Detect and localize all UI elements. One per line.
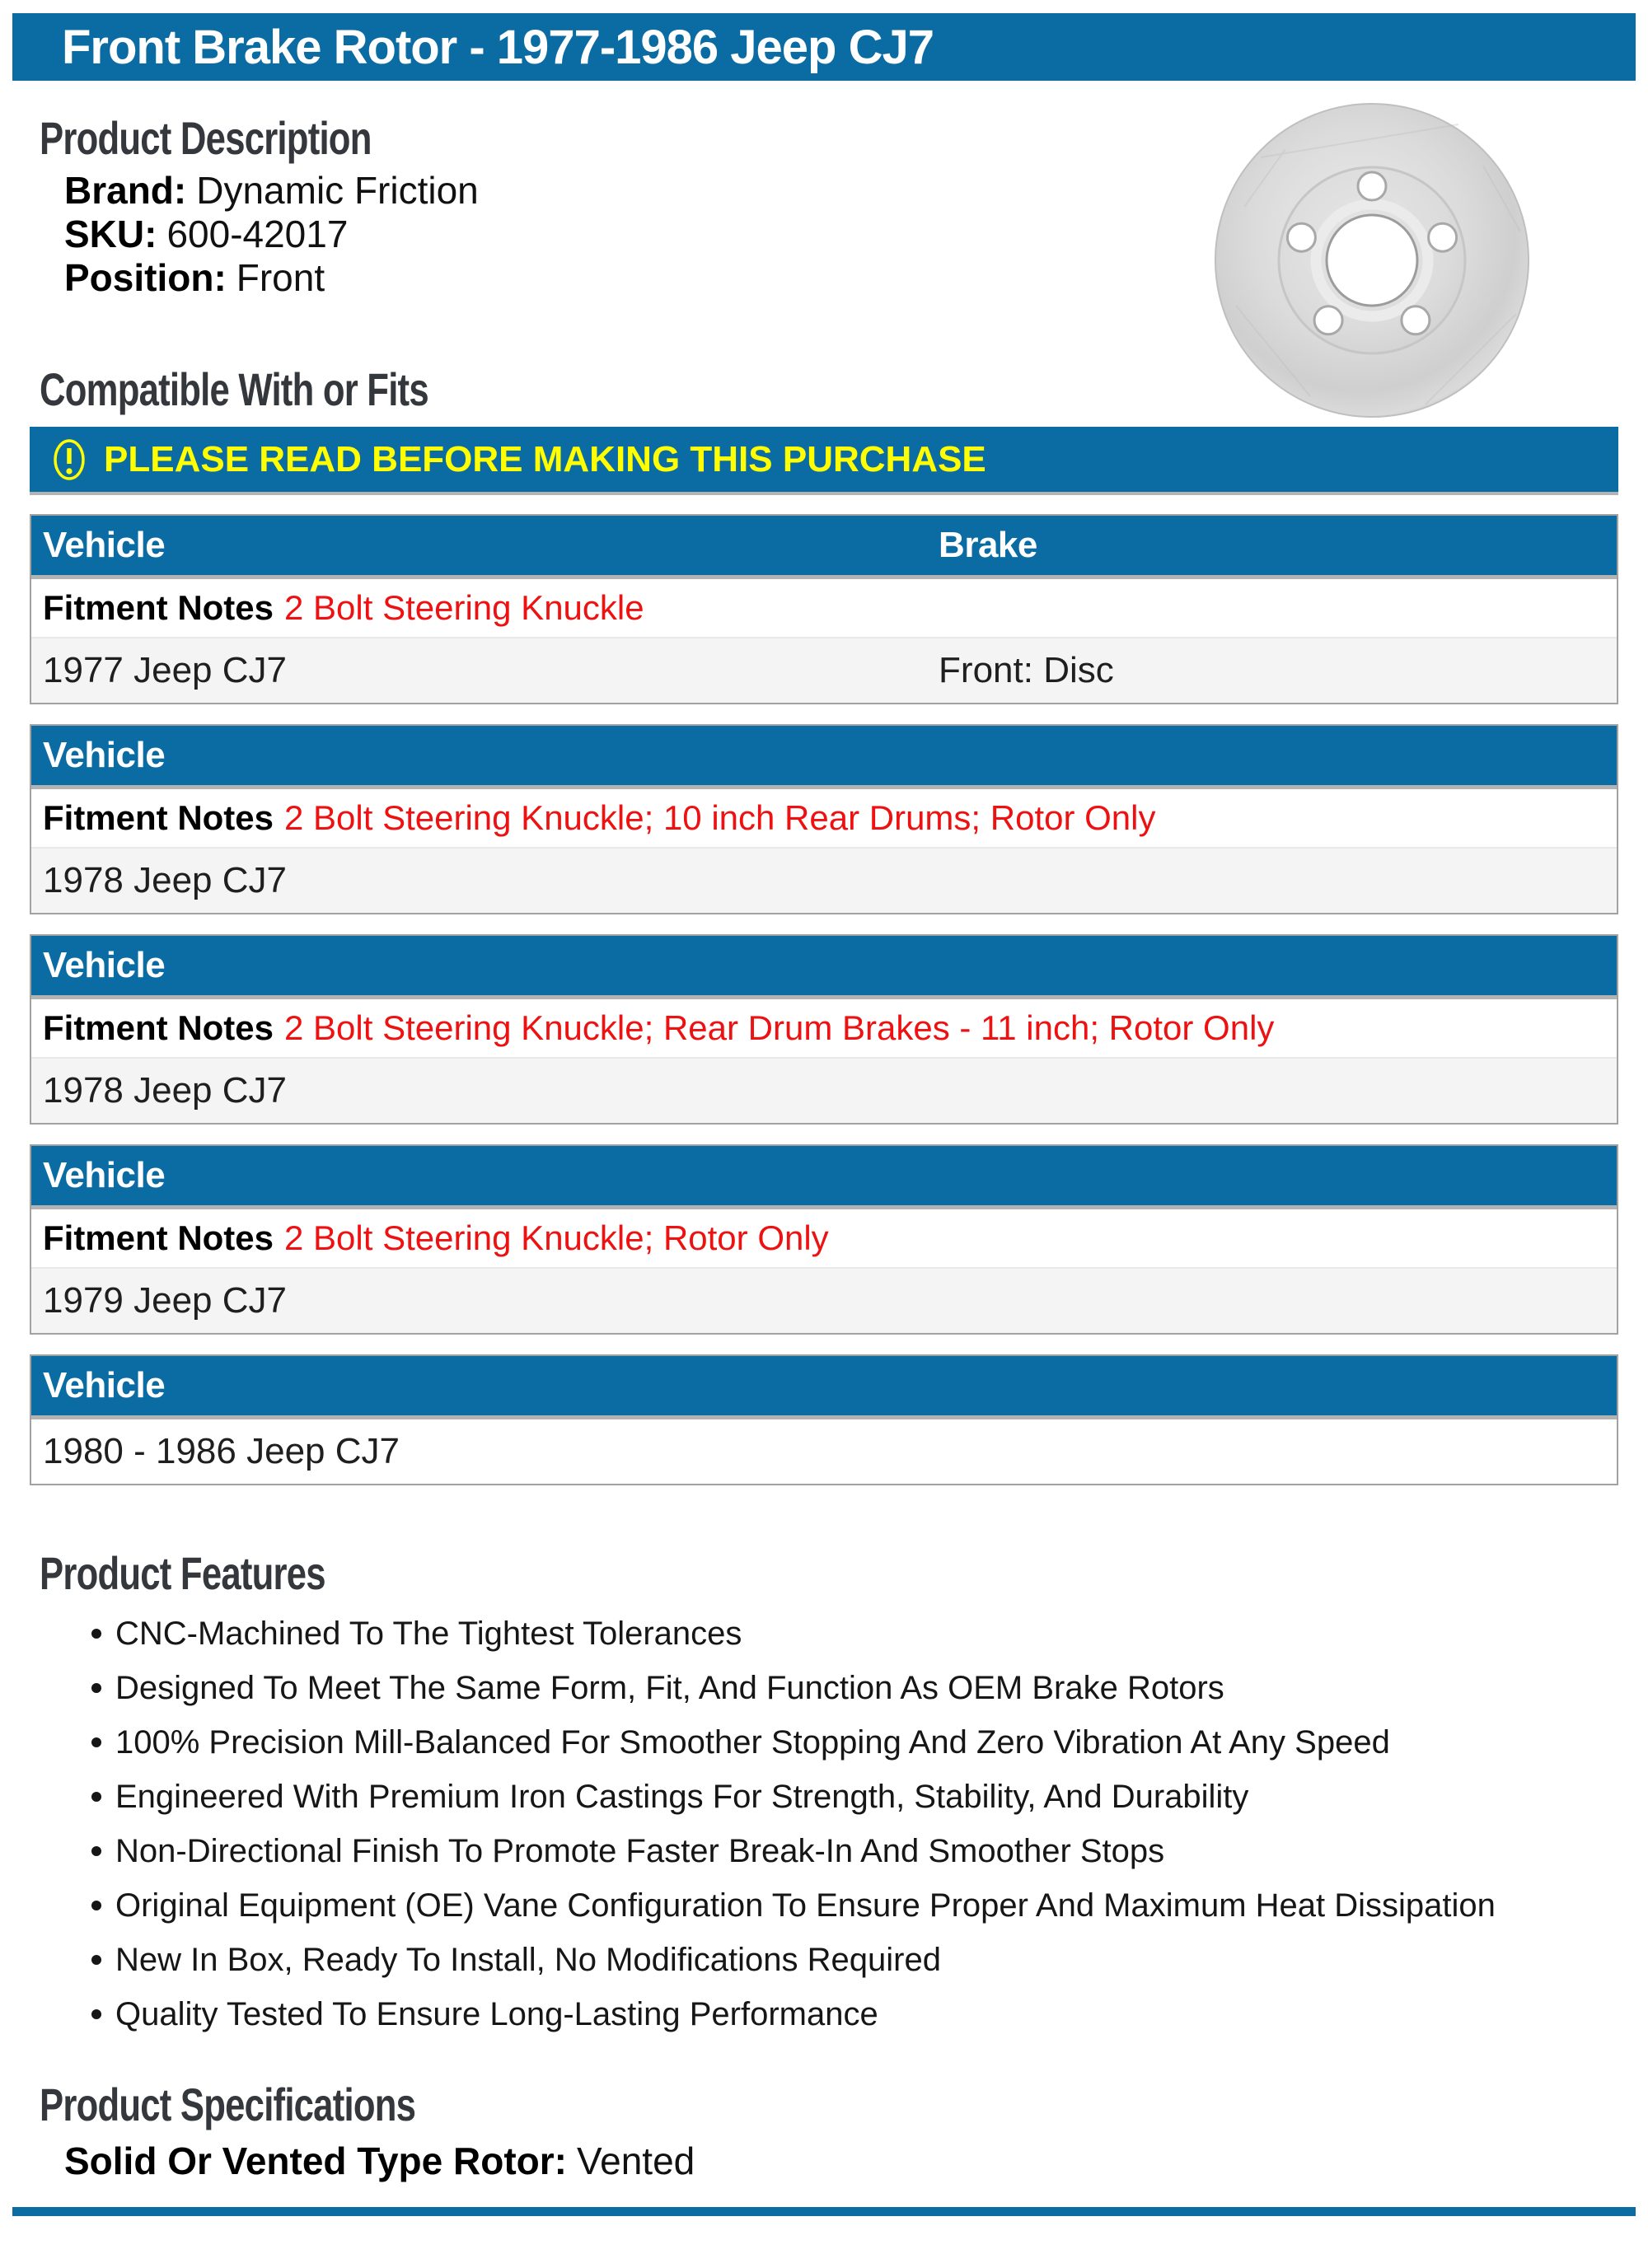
sku-label: SKU: xyxy=(64,213,157,255)
column-header-vehicle: Vehicle xyxy=(43,945,166,985)
next-section-bar-cutoff xyxy=(12,2207,1636,2216)
fitment-notes-text: 2 Bolt Steering Knuckle; Rear Drum Brakes - 11 inch; Rotor Only xyxy=(284,1008,1275,1047)
feature-item: CNC-Machined To The Tightest Tolerances xyxy=(115,1617,1648,1650)
fitment-notes-label: Fitment Notes xyxy=(43,1218,274,1257)
product-features-list xyxy=(0,1617,1648,2031)
vehicle-row xyxy=(31,1419,1617,1484)
compatibility-heading: Compatible With or Fits xyxy=(40,363,428,415)
fitment-notes-label: Fitment Notes xyxy=(43,1008,274,1047)
column-header-vehicle: Vehicle xyxy=(43,525,166,565)
feature-item: Non-Directional Finish To Promote Faster Break-In And Smoother Stops xyxy=(115,1835,1648,1868)
fitment-table-header xyxy=(31,726,1617,789)
fitment-notes-text: 2 Bolt Steering Knuckle; 10 inch Rear Drums; Rotor Only xyxy=(284,798,1156,837)
position-value: Front xyxy=(236,256,325,299)
brand-label: Brand: xyxy=(64,169,187,212)
vehicle-cell: 1978 Jeep CJ7 xyxy=(43,860,287,900)
column-header-vehicle: Vehicle xyxy=(43,1155,166,1195)
vehicle-cell: 1980 - 1986 Jeep CJ7 xyxy=(43,1431,400,1471)
feature-item: New In Box, Ready To Install, No Modifications Required xyxy=(115,1943,1648,1976)
feature-item: Original Equipment (OE) Vane Configuration To Ensure Proper And Maximum Heat Dissipation xyxy=(115,1889,1648,1922)
fitment-notes-label: Fitment Notes xyxy=(43,588,274,627)
fitment-table-1977 xyxy=(30,514,1618,704)
fitment-notes-row xyxy=(31,999,1617,1059)
feature-item: Quality Tested To Ensure Long-Lasting Performance xyxy=(115,1998,1648,2031)
rotor-type-row xyxy=(64,2139,1648,2183)
fitment-table-header xyxy=(31,1146,1617,1209)
purchase-warning-banner xyxy=(30,427,1618,495)
listing-title-bar xyxy=(12,13,1636,81)
vehicle-cell: 1979 Jeep CJ7 xyxy=(43,1280,287,1321)
column-header-vehicle: Vehicle xyxy=(43,1365,166,1405)
vehicle-row xyxy=(31,1059,1617,1123)
fitment-notes-row xyxy=(31,1209,1617,1269)
vehicle-row xyxy=(31,1269,1617,1333)
product-features-heading: Product Features xyxy=(40,1547,325,1599)
vehicle-cell: 1978 Jeep CJ7 xyxy=(43,1070,287,1111)
fitment-table-1978-11in xyxy=(30,934,1618,1125)
column-header-brake: Brake xyxy=(939,525,1037,565)
brake-cell: Front: Disc xyxy=(939,650,1114,690)
feature-item: Engineered With Premium Iron Castings For Strength, Stability, And Durability xyxy=(115,1780,1648,1813)
fitment-table-header xyxy=(31,1356,1617,1419)
fitment-table-1979 xyxy=(30,1144,1618,1335)
fitment-table-header xyxy=(31,516,1617,579)
fitment-notes-label: Fitment Notes xyxy=(43,798,274,837)
fitment-notes-row xyxy=(31,579,1617,638)
fitment-notes-row xyxy=(31,789,1617,849)
vehicle-row xyxy=(31,849,1617,913)
vehicle-row xyxy=(31,638,1617,703)
product-specifications-heading: Product Specifications xyxy=(40,2079,416,2130)
rotor-type-value: Vented xyxy=(576,2139,695,2182)
position-label: Position: xyxy=(64,256,227,299)
feature-item: 100% Precision Mill-Balanced For Smoother Stopping And Zero Vibration At Any Speed xyxy=(115,1726,1648,1759)
product-description-heading: Product Description xyxy=(40,112,372,164)
vehicle-cell: 1977 Jeep CJ7 xyxy=(43,650,287,690)
product-photo-brake-rotor xyxy=(1211,91,1533,429)
sku-value: 600-42017 xyxy=(166,213,349,255)
purchase-warning-text: PLEASE READ BEFORE MAKING THIS PURCHASE xyxy=(104,438,986,479)
exclamation-circle-icon xyxy=(51,437,87,483)
listing-title: Front Brake Rotor - 1977-1986 Jeep CJ7 xyxy=(62,20,934,74)
rotor-type-label: Solid Or Vented Type Rotor: xyxy=(64,2139,567,2182)
brand-value: Dynamic Friction xyxy=(196,169,479,212)
feature-item: Designed To Meet The Same Form, Fit, And Function As OEM Brake Rotors xyxy=(115,1672,1648,1705)
fitment-table-1980-1986 xyxy=(30,1354,1618,1485)
brake-rotor-image xyxy=(1211,91,1533,429)
fitment-table-1978-10in xyxy=(30,724,1618,914)
fitment-notes-text: 2 Bolt Steering Knuckle; Rotor Only xyxy=(284,1218,829,1257)
column-header-vehicle: Vehicle xyxy=(43,735,166,775)
fitment-notes-text: 2 Bolt Steering Knuckle xyxy=(284,588,644,627)
fitment-table-header xyxy=(31,936,1617,999)
